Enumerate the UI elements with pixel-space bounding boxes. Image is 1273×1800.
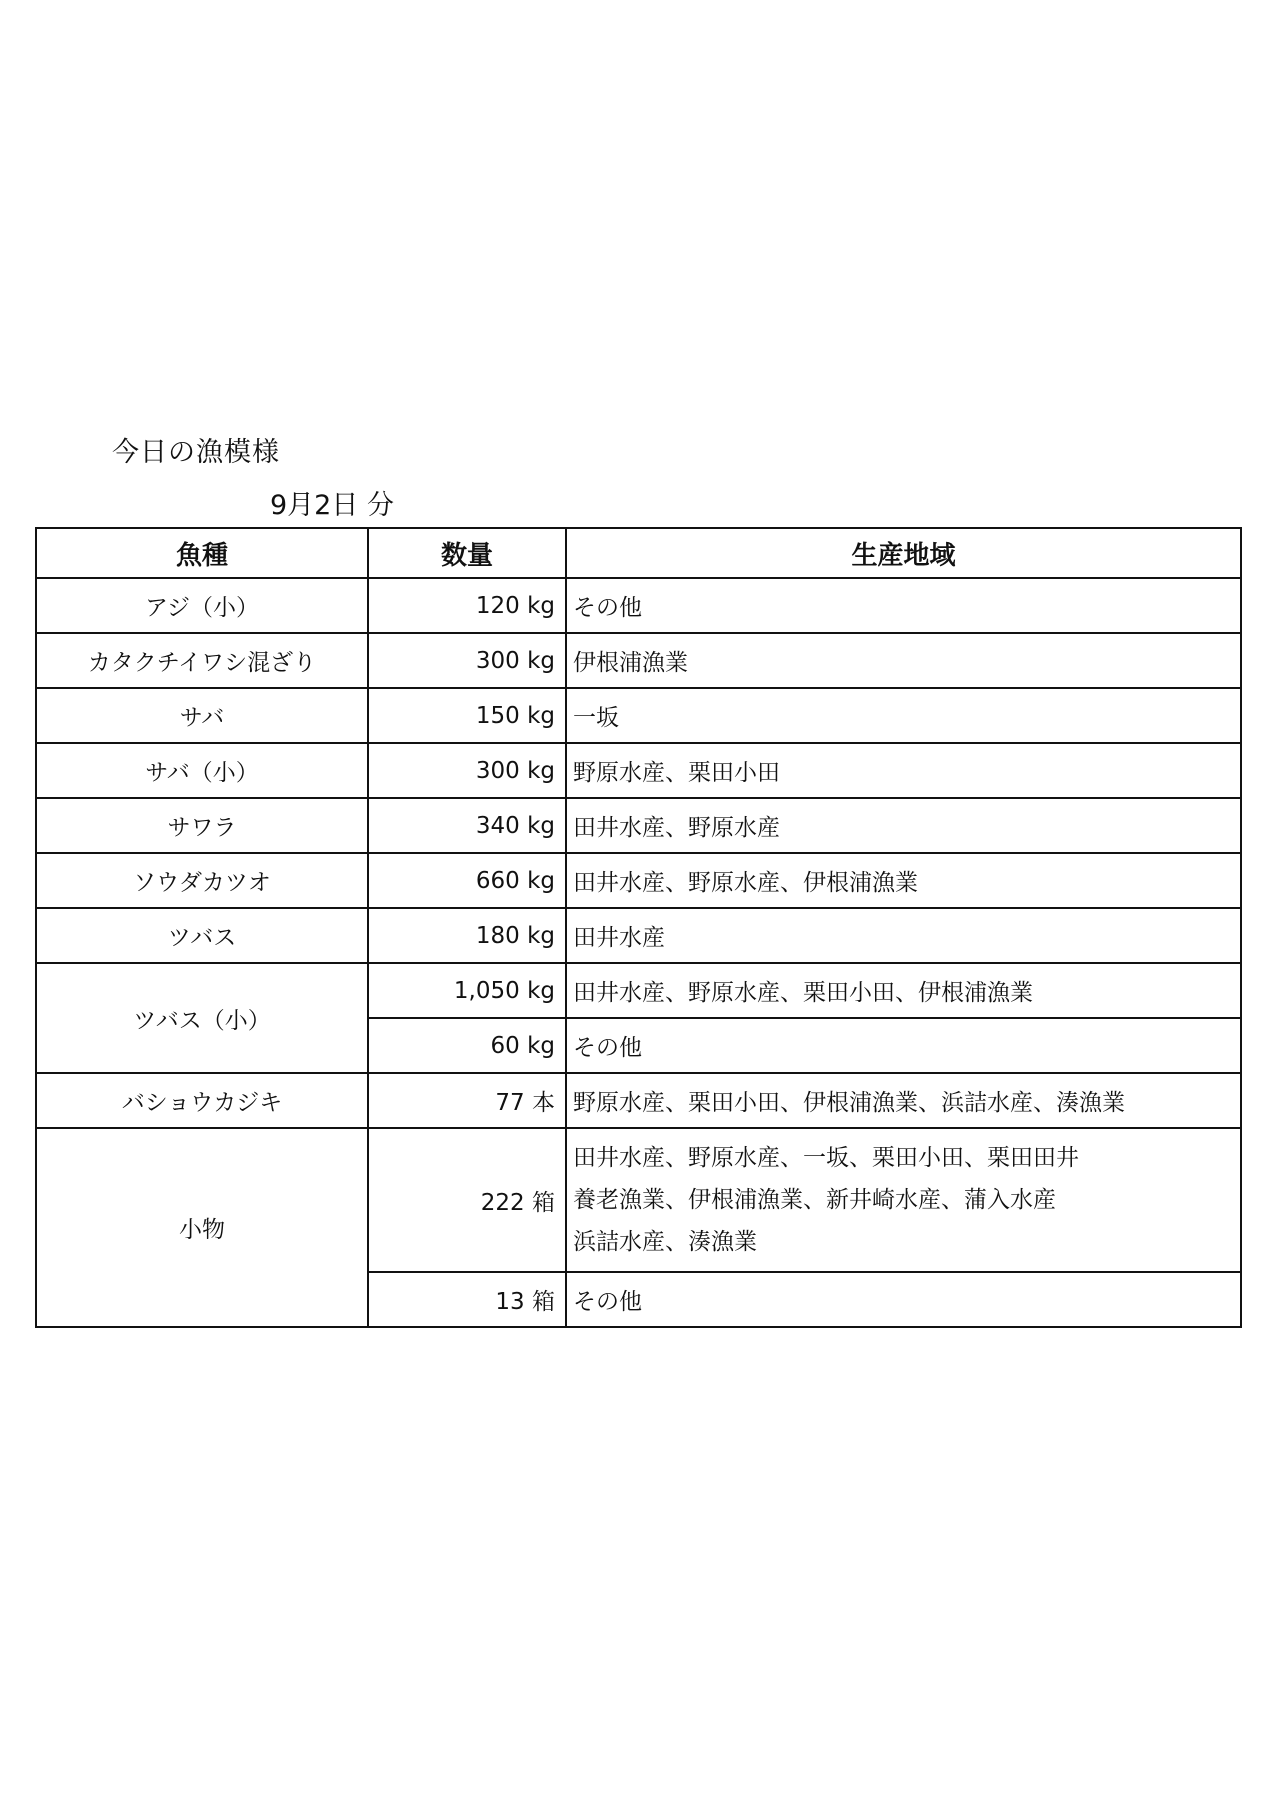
region-cell	[566, 1272, 1241, 1327]
quantity-cell: 1,050 kg	[368, 963, 566, 1018]
fish-name-cell: アジ（小）	[36, 578, 368, 633]
region-line: その他	[573, 595, 642, 621]
region-line: 田井水産	[573, 925, 665, 951]
region-line: その他	[573, 1289, 642, 1315]
region-line: その他	[573, 1035, 642, 1061]
report-date: 9月2日 分	[270, 490, 394, 521]
quantity-cell: 120 kg	[368, 578, 566, 633]
fish-name-cell: ツバス（小）	[36, 963, 368, 1073]
fish-name-cell: 小物	[36, 1128, 368, 1327]
region-line: 養老漁業、伊根浦漁業、新井崎水産、蒲入水産	[573, 1187, 1056, 1213]
table-header-row	[36, 528, 1241, 578]
quantity-cell: 13 箱	[368, 1272, 566, 1327]
region-line: 野原水産、栗田小田、伊根浦漁業、浜詰水産、湊漁業	[573, 1090, 1125, 1116]
catch-table	[35, 527, 1242, 1328]
region-line: 一坂	[573, 705, 619, 731]
fish-name-cell: バショウカジキ	[36, 1073, 368, 1128]
region-cell	[566, 1073, 1241, 1128]
header-region: 生産地域	[566, 528, 1241, 578]
quantity-cell: 340 kg	[368, 798, 566, 853]
region-line: 田井水産、野原水産、伊根浦漁業	[573, 870, 918, 896]
region-cell	[566, 578, 1241, 633]
table-row	[36, 1073, 1241, 1128]
table-row	[36, 1128, 1241, 1272]
fish-name-cell: ツバス	[36, 908, 368, 963]
region-cell	[566, 633, 1241, 688]
region-line: 伊根浦漁業	[573, 650, 688, 676]
quantity-cell: 300 kg	[368, 743, 566, 798]
table-row	[36, 633, 1241, 688]
header-fish: 魚種	[36, 528, 368, 578]
fish-name-cell: サワラ	[36, 798, 368, 853]
region-line: 田井水産、野原水産、一坂、栗田小田、栗田田井	[573, 1145, 1079, 1171]
region-line: 田井水産、野原水産、栗田小田、伊根浦漁業	[573, 980, 1033, 1006]
table-row	[36, 908, 1241, 963]
region-cell	[566, 908, 1241, 963]
region-line: 浜詰水産、湊漁業	[573, 1229, 757, 1255]
fish-name-cell: カタクチイワシ混ざり	[36, 633, 368, 688]
region-cell	[566, 853, 1241, 908]
region-cell	[566, 688, 1241, 743]
region-cell	[566, 1018, 1241, 1073]
table-row	[36, 963, 1241, 1018]
region-line: 野原水産、栗田小田	[573, 760, 780, 786]
table-row	[36, 743, 1241, 798]
quantity-cell: 60 kg	[368, 1018, 566, 1073]
table-row	[36, 853, 1241, 908]
quantity-cell: 180 kg	[368, 908, 566, 963]
region-cell	[566, 798, 1241, 853]
page-title: 今日の漁模様	[112, 437, 280, 468]
quantity-cell: 222 箱	[368, 1128, 566, 1272]
region-cell	[566, 743, 1241, 798]
fish-name-cell: サバ（小）	[36, 743, 368, 798]
fish-name-cell: ソウダカツオ	[36, 853, 368, 908]
table-body	[36, 578, 1241, 1327]
table-row	[36, 688, 1241, 743]
region-cell	[566, 963, 1241, 1018]
quantity-cell: 77 本	[368, 1073, 566, 1128]
fish-name-cell: サバ	[36, 688, 368, 743]
table-row	[36, 578, 1241, 633]
header-quantity: 数量	[368, 528, 566, 578]
table-row	[36, 798, 1241, 853]
quantity-cell: 300 kg	[368, 633, 566, 688]
region-line: 田井水産、野原水産	[573, 815, 780, 841]
region-cell	[566, 1128, 1241, 1272]
quantity-cell: 660 kg	[368, 853, 566, 908]
quantity-cell: 150 kg	[368, 688, 566, 743]
